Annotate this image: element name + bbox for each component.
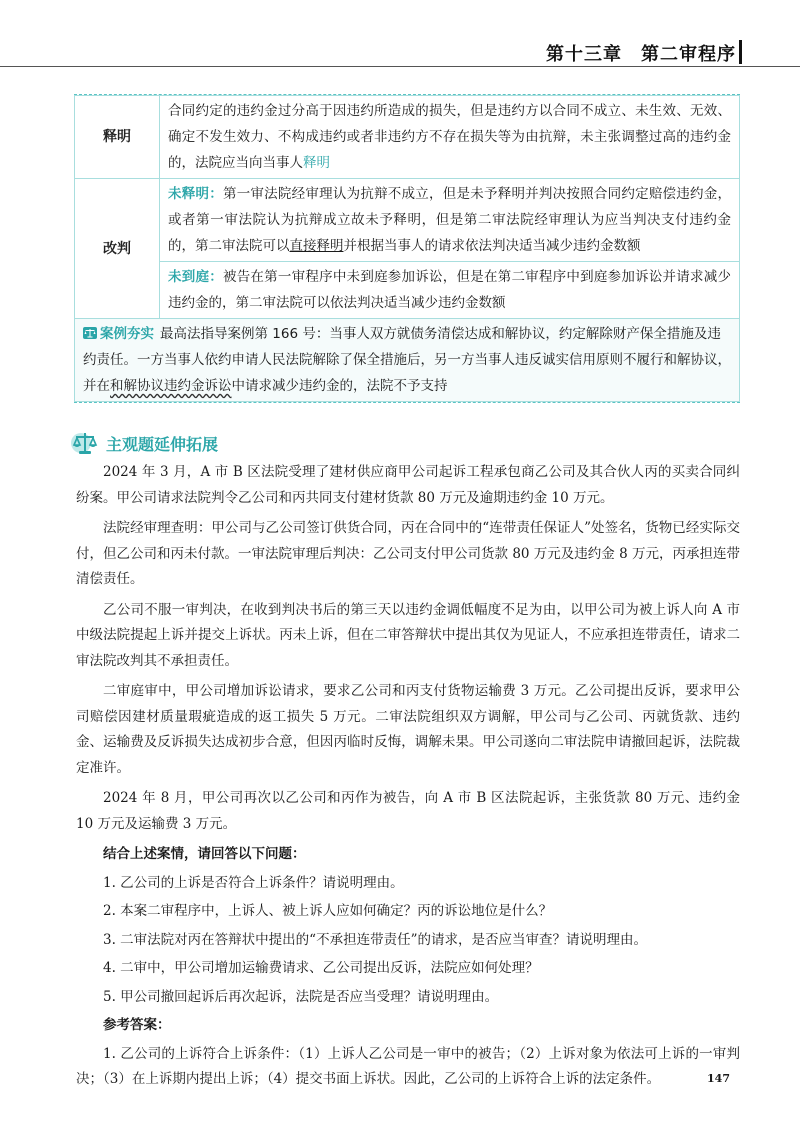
question-item: 4. 二审中，甲公司增加运输费请求、乙公司提出反诉，法院应如何处理？ (103, 960, 539, 976)
paragraph: 2024 年 8 月，甲公司再次以乙公司和丙作为被告，向 A 市 B 区法院起诉，主张货款 80 万元、违约金 10 万元及运输费 3 万元。 (76, 790, 740, 832)
questions-heading: 结合上述案情，请回答以下问题： (103, 846, 306, 862)
row-content (160, 262, 740, 319)
row-content (160, 96, 740, 179)
paragraph: 乙公司不服一审判决，在收到判决书后的第三天以违约金调低幅度不足为由，以甲公司为被上诉人向 A 市中级法院提起上诉并提交上诉状。丙未上诉，但在二审答辩状中提出其仅为见证人，不应承担连带责任，请求二审法院改判其不承担责任。 (76, 601, 740, 669)
paragraph: 二审庭审中，甲公司增加诉讼请求，要求乙公司和丙支付货物运输费 3 万元。乙公司提出反诉，要求甲公司赔偿因建材质量瑕疵造成的返工损失 5 万元。二审法院组织双方调解，甲公司与乙公司、丙就货款、违约金、运输费及反诉损失达成初步合意，但因丙临时反悔，调解未果。甲公司遂向二审法院申请撤回起诉，法院裁定准许。 (76, 683, 740, 776)
paragraph: 法院经审理查明：甲公司与乙公司签订供货合同，丙在合同中的“连带责任保证人”处签名，货物已经实际交付，但乙公司和丙未付款。一审法院审理后判决：乙公司支付甲公司货款 80 万元及违约金 8 万元，丙承担连带清偿责任。 (76, 520, 740, 587)
page-header (0, 0, 800, 68)
scale-icon (70, 428, 100, 458)
question-item: 1. 乙公司的上诉是否符合上诉条件？请说明理由。 (103, 874, 404, 891)
table-row (75, 179, 740, 262)
header-rule (0, 66, 800, 67)
table-row (75, 262, 740, 319)
row-text: 合同约定的违约金过分高于因违约所造成的损失，但是违约方以合同不成立、未生效、无效、确定不发生效力、不构成违约或者非违约方不存在损失等为由抗辩，未主张调整过高的违约金的，法院应当向当事人 (168, 103, 731, 171)
underlined-term: 直接释明 (289, 238, 344, 254)
wavy-underlined-term: 和解协议违约金诉讼 (110, 378, 232, 394)
question-item: 2. 本案二审程序中，上诉人、被上诉人应如何确定？丙的诉讼地位是什么？ (103, 903, 553, 919)
row-heading: 释明 (75, 96, 160, 179)
row-content (160, 179, 740, 262)
sub-label: 未释明： (168, 186, 223, 202)
summary-table (74, 94, 740, 403)
table-row (75, 96, 740, 179)
row-text: 并根据当事人的请求依法判决适当减少违约金数额 (343, 238, 641, 254)
row-text: 第一审法院经审理认为抗辩不成立，但是未予释明并判决按照合同约定赔偿违约金，或者第一审法院认为抗辩成立故未予释明，但是第二审法院经审理认为应当判决支付违约金的，第二审法院可以 (168, 186, 732, 254)
case-text: 最高法指导案例第 166 号：当事人双方就债务清偿达成和解协议，约定解除财产保全措施及违约责任。一方当事人依约申请人民法院解除了保全措施后，另一方当事人违反诚实信用原则不履行和解协议，并在 (83, 326, 731, 394)
page-number: 147 (707, 1072, 730, 1085)
case-text: 中请求减少违约金的，法院不予支持 (231, 378, 448, 394)
row-heading: 改判 (75, 179, 160, 319)
section-title: 主观题延伸拓展 (106, 435, 219, 454)
paragraph: 2024 年 3 月，A 市 B 区法院受理了建材供应商甲公司起诉工程承包商乙公司及其合伙人丙的买卖合同纠纷案。甲公司请求法院判令乙公司和丙共同支付建材货款 80 万元及逾期违约金 10 万元。 (76, 464, 740, 506)
question-item: 3. 二审法院对丙在答辩状中提出的“不承担连带责任”的请求，是否应当审查？请说明理由。 (103, 931, 647, 948)
case-body (76, 460, 740, 1098)
header-marker-bar (739, 40, 742, 64)
chapter-title: 第十三章 第二审程序 (546, 44, 736, 65)
answer-item: 1. 乙公司的上诉符合上诉条件：（1）上诉人乙公司是一审中的被告；（2）上诉对象为依法可上诉的一审判决；（3）在上诉期内提出上诉；（4）提交书面上诉状。因此，乙公司的上诉符合上诉的法定条件。 (76, 1045, 740, 1087)
case-box (74, 319, 740, 402)
sub-label: 未到庭： (168, 269, 223, 285)
highlight-term: 释明 (303, 155, 330, 171)
case-title: 案例夯实 (100, 326, 154, 342)
question-item: 5. 甲公司撤回起诉后再次起诉，法院是否应当受理？请说明理由。 (103, 988, 499, 1005)
answers-heading: 参考答案： (103, 1017, 171, 1033)
row-text: 被告在第一审程序中未到庭参加诉讼，但是在第二审程序中到庭参加诉讼并请求减少违约金的，第二审法院可以依法判决适当减少违约金数额 (168, 269, 732, 311)
scale-icon (83, 327, 97, 339)
